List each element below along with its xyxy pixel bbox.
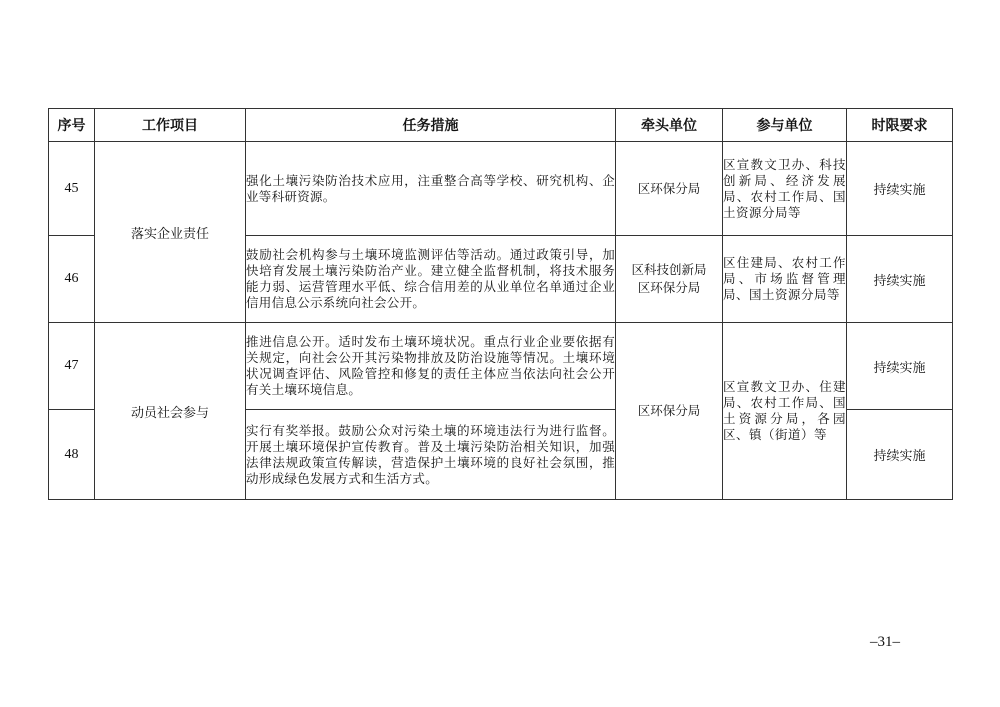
lead-unit-cell [616,236,723,323]
header-project: 工作项目 [95,109,246,142]
deadline-cell: 持续实施 [847,323,953,410]
row-index: 47 [49,323,95,410]
measure-cell: 推进信息公开。适时发布土壤环境状况。重点行业企业要依据有关规定，向社会公开其污染物排放及防治设施等情况。土壤环境状况调查评估、风险管控和修复的责任主体应当依法向社会公开有关土壤环境信息。 [246,323,616,410]
document-page [48,108,952,500]
table-row [49,323,953,410]
lead-unit: 区环保分局 [637,403,701,418]
header-partners: 参与单位 [723,109,847,142]
measure-cell: 强化土壤污染防治技术应用，注重整合高等学校、研究机构、企业等科研资源。 [246,142,616,236]
measure-cell: 鼓励社会机构参与土壤环境监测评估等活动。通过政策引导，加快培育发展土壤污染防治产业。建立健全监督机制，将技术服务能力弱、运营管理水平低、综合信用差的从业单位名单通过企业信用信息公示系统向社会公开。 [246,236,616,323]
header-measure: 任务措施 [246,109,616,142]
header-deadline: 时限要求 [847,109,953,142]
lead-unit: 区环保分局 [637,280,701,295]
lead-unit: 区环保分局 [637,180,701,196]
lead-unit-cell [616,323,723,500]
deadline-cell: 持续实施 [847,410,953,500]
header-lead: 牵头单位 [616,109,723,142]
table-row [49,142,953,236]
row-index: 46 [49,236,95,323]
project-cell: 动员社会参与 [95,323,246,500]
partner-units-cell: 区住建局、农村工作局、市场监督管理局、国土资源分局等 [723,236,847,323]
task-table [48,108,953,500]
header-index: 序号 [49,109,95,142]
partner-units-cell: 区宣教文卫办、科技创新局、经济发展局、农村工作局、国土资源分局等 [723,142,847,236]
deadline-cell: 持续实施 [847,142,953,236]
partner-units-cell: 区宣教文卫办、住建局、农村工作局、国土资源分局，各园区、镇（街道）等 [723,323,847,500]
lead-unit: 区科技创新局 [631,262,707,277]
row-index: 45 [49,142,95,236]
table-header-row [49,109,953,142]
lead-unit-cell [616,142,723,236]
project-cell: 落实企业责任 [95,142,246,323]
row-index: 48 [49,410,95,500]
measure-cell: 实行有奖举报。鼓励公众对污染土壤的环境违法行为进行监督。开展土壤环境保护宣传教育。普及土壤污染防治相关知识，加强法律法规政策宣传解读，营造保护土壤环境的良好社会氛围，推动形成绿色发展方式和生活方式。 [246,410,616,500]
page-number: –31– [870,634,900,650]
deadline-cell: 持续实施 [847,236,953,323]
